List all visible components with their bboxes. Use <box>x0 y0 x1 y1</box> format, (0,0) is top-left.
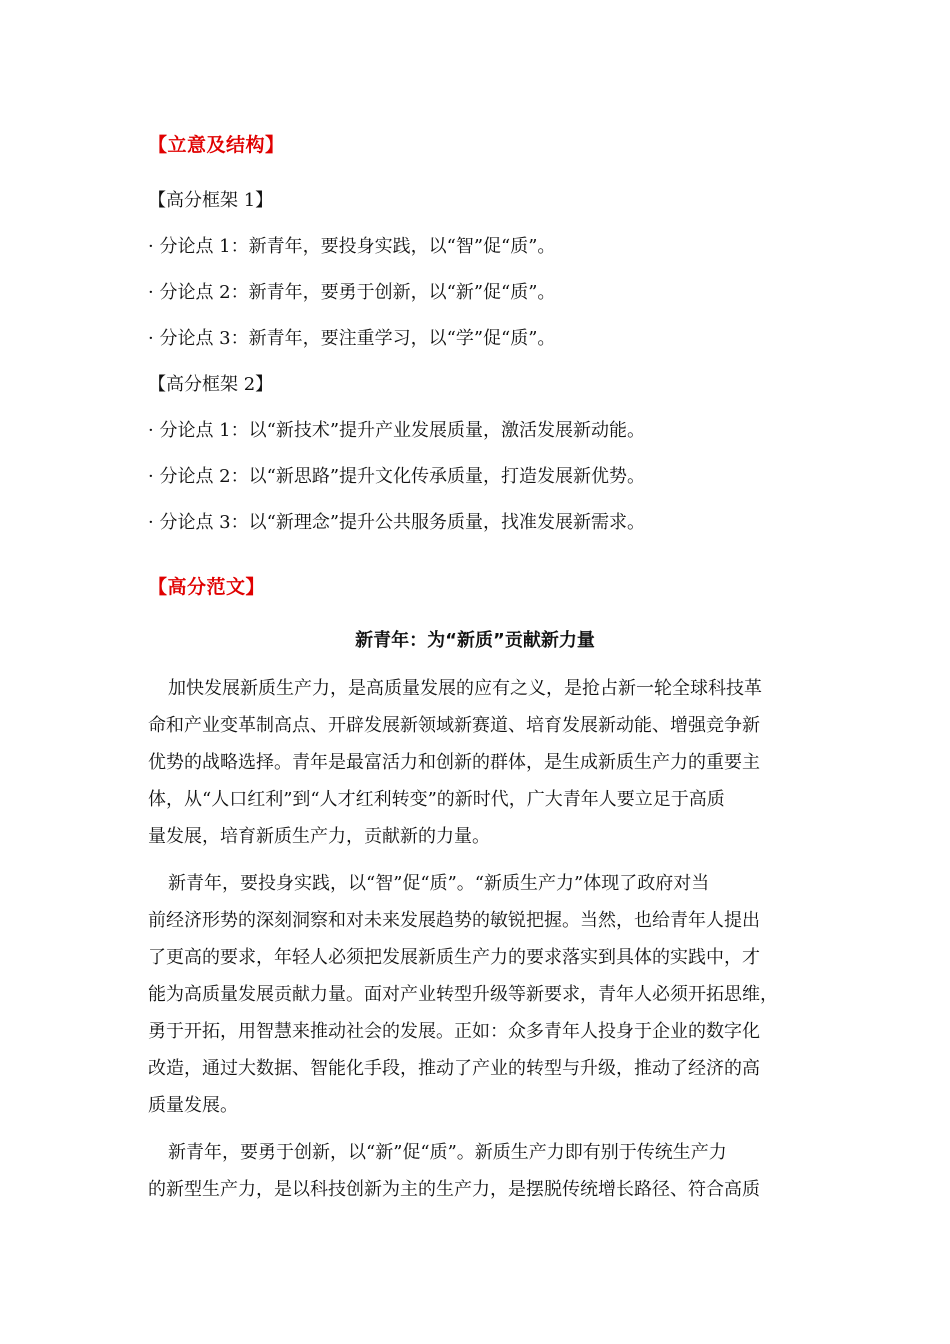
paragraph-line: 了更高的要求，年轻人必须把发展新质生产力的要求落实到具体的实践中，才 <box>148 947 760 968</box>
essay-paragraph-2 <box>148 865 808 1124</box>
framework1-point-2: · 分论点 2：新青年，要勇于创新，以“新”促“质”。 <box>148 282 556 303</box>
framework2-point-3: · 分论点 3：以“新理念”提升公共服务质量，找准发展新需求。 <box>148 512 646 533</box>
paragraph-line: 改造，通过大数据、智能化手段，推动了产业的转型与升级，推动了经济的高 <box>148 1058 760 1079</box>
paragraph-line: 前经济形势的深刻洞察和对未来发展趋势的敏锐把握。当然，也给青年人提出 <box>148 910 760 931</box>
framework1-point-1: · 分论点 1：新青年，要投身实践，以“智”促“质”。 <box>148 236 556 257</box>
paragraph-line: 新青年，要勇于创新，以“新”促“质”。新质生产力即有别于传统生产力 <box>168 1142 727 1163</box>
framework2-point-1: · 分论点 1：以“新技术”提升产业发展质量，激活发展新动能。 <box>148 420 646 441</box>
paragraph-line: 量发展，培育新质生产力，贡献新的力量。 <box>148 826 490 847</box>
essay-title: 新青年：为“新质”贡献新力量 <box>355 630 595 651</box>
paragraph-line: 加快发展新质生产力，是高质量发展的应有之义，是抢占新一轮全球科技革 <box>168 678 762 699</box>
framework1-point-3: · 分论点 3：新青年，要注重学习，以“学”促“质”。 <box>148 328 556 349</box>
paragraph-line: 能为高质量发展贡献力量。面对产业转型升级等新要求，青年人必须开拓思维， <box>148 984 778 1005</box>
essay-paragraph-3 <box>148 1134 808 1208</box>
paragraph-line: 的新型生产力，是以科技创新为主的生产力，是摆脱传统增长路径、符合高质 <box>148 1179 760 1200</box>
framework1-title: 【高分框架 1】 <box>148 190 274 211</box>
essay-paragraph-1 <box>148 670 808 855</box>
paragraph-line: 质量发展。 <box>148 1095 238 1116</box>
framework2-title: 【高分框架 2】 <box>148 374 274 395</box>
paragraph-line: 勇于开拓，用智慧来推动社会的发展。正如：众多青年人投身于企业的数字化 <box>148 1021 760 1042</box>
paragraph-line: 命和产业变革制高点、开辟发展新领域新赛道、培育发展新动能、增强竞争新 <box>148 715 760 736</box>
paragraph-line: 优势的战略选择。青年是最富活力和创新的群体，是生成新质生产力的重要主 <box>148 752 760 773</box>
structure-heading: 【立意及结构】 <box>148 134 285 156</box>
essay-heading: 【高分范文】 <box>148 576 266 598</box>
paragraph-line: 新青年，要投身实践，以“智”促“质”。“新质生产力”体现了政府对当 <box>168 873 710 894</box>
paragraph-line: 体，从“人口红利”到“人才红利转变”的新时代，广大青年人要立足于高质 <box>148 789 725 810</box>
framework2-point-2: · 分论点 2：以“新思路”提升文化传承质量，打造发展新优势。 <box>148 466 646 487</box>
